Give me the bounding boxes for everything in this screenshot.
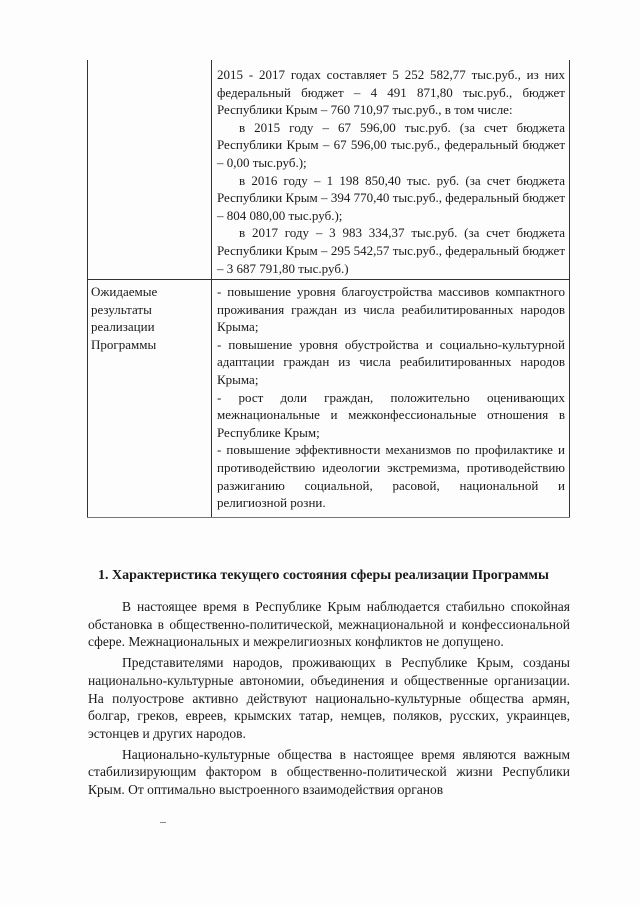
funding-cell [217, 66, 565, 277]
label-line: реализации [91, 319, 155, 335]
section-heading: 1. Характеристика текущего состояния сферы реализации Программы [98, 568, 549, 583]
table-bottom-border [87, 517, 570, 518]
funding-2017: в 2017 году – 3 983 334,37 тыс.руб. (за счет бюджета Республики Крым – 295 542,57 тыс.руб., федеральный бюджет – 3 687 791,80 тыс.руб.) [217, 225, 565, 276]
funding-2016: в 2016 году – 1 198 850,40 тыс. руб. (за счет бюджета Республики Крым – 394 770,40 тыс.руб., федеральный бюджет – 804 080,00 тыс.руб.); [217, 172, 565, 223]
paragraph: Представителями народов, проживающих в Республике Крым, созданы национально-культурные автономии, объединения и общественные организации. На полуострове активно действуют национально-культурные общества армян, болгар, греков, евреев, крымских татар, немцев, поляков, русских, украинцев, эстонцев и других народов. [88, 655, 570, 741]
expected-results-list [217, 283, 565, 512]
result-item: - повышение эффективности механизмов по профилактике и противодействию идеологии экстремизма, противодействию разжиганию социальной, расовой, национальной и религиозной розни. [217, 442, 565, 511]
program-table [87, 60, 571, 520]
table-row-divider [87, 279, 570, 280]
result-item: - повышение уровня благоустройства массивов компактного проживания граждан из числа реабилитированных народов Крыма; [217, 284, 565, 335]
paragraph: Национально-культурные общества в настоящее время являются важным стабилизирующим фактором в общественно-политической жизни Республики Крым. От оптимально выстроенного взаимодействия органов [88, 746, 570, 798]
label-line: Программы [91, 336, 157, 352]
table-right-border [569, 60, 570, 518]
label-line: результаты [91, 301, 152, 317]
expected-results-label [91, 283, 209, 353]
paragraph: В настоящее время в Республике Крым наблюдается стабильно спокойная обстановка в общественно-политической, межнациональной и конфессиональной сфере. Межнациональных и межрелигиозных конфликтов не допущено. [88, 599, 570, 650]
result-item: - повышение уровня обустройства и социально-культурной адаптации граждан из числа реабилитированных народов Крыма; [217, 336, 565, 387]
table-column-divider [211, 60, 212, 518]
section-body [88, 598, 570, 802]
funding-total: 2015 - 2017 годах составляет 5 252 582,77 тыс.руб., из них федеральный бюджет – 4 491 871,80 тыс.руб., бюджет Республики Крым – 760 710,97 тыс.руб., в том числе: [217, 67, 565, 118]
table-left-border [87, 60, 88, 518]
funding-2015: в 2015 году – 67 596,00 тыс.руб. (за счет бюджета Республики Крым – 67 596,00 тыс.руб., федеральный бюджет – 0,00 тыс.руб.); [217, 119, 565, 170]
scan-mark [160, 822, 166, 823]
label-line: Ожидаемые [91, 284, 158, 299]
result-item: - рост доли граждан, положительно оценивающих межнациональные и межконфессиональные отношения в Республике Крым; [217, 389, 565, 440]
